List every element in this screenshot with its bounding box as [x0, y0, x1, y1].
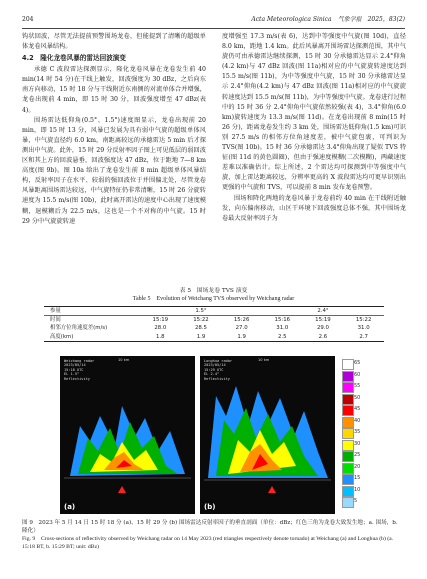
- legend-label: 55: [354, 383, 361, 389]
- row-label: 高度(km): [44, 333, 140, 342]
- legend-item: [342, 462, 378, 472]
- section-heading: 4.2 隆化龙卷风暴的雷达回波演变: [22, 54, 126, 63]
- right-column: [222, 32, 406, 278]
- left-column: [22, 32, 206, 278]
- table-cell: 15:22: [355, 317, 372, 324]
- panel-b-label: (b): [204, 503, 216, 511]
- legend-swatch: [342, 463, 354, 474]
- table-cell: 28.0: [154, 325, 167, 332]
- table-row: [44, 316, 384, 325]
- legend-label: 25: [354, 452, 361, 458]
- legend-swatch: [342, 394, 354, 405]
- table-cell: 2.6: [303, 333, 344, 342]
- table-cell: 29.0: [316, 325, 329, 332]
- legend-label: 30: [354, 440, 361, 447]
- figure-caption-cn: 图 9 2023 年 5 月 14 日 15 时 18 分 (a)、15 时 29 分 (b) 围场雷达反射率因子的垂直剖面（单位：dBz；红色三角为龙卷大致发生地；a. 围场，b. 隆化）: [22, 520, 398, 535]
- page-number: 204: [22, 16, 34, 23]
- right-paragraph-2: 围场和降化两地的龙卷风暴于龙卷前约 40 min 在干线附近触发，向东偏南移动，山区干环境下回波强度总体不强，其中围场龙卷最大反射率因子为: [222, 194, 406, 222]
- legend-item: [342, 427, 378, 437]
- table-cell: 15:26: [233, 317, 250, 324]
- table-header-row: [44, 307, 384, 316]
- panel-b-scale: 10 km: [258, 358, 270, 362]
- legend-item: [342, 496, 378, 506]
- legend-item: [342, 381, 378, 391]
- radar-figure: [60, 356, 378, 514]
- legend-item: [342, 404, 378, 414]
- legend-label: 45: [354, 406, 361, 412]
- table-cell: 15:16: [274, 317, 291, 324]
- left-paragraph-2: 围场雷达低仰角(0.5°、1.5°)速度图显示，龙卷出现前 20 min，即 15 时 13 分，风暴已发展为具有弱中气旋的超级单体风暴，中气旋直径约 6.0 km，南距离较远的承德雷达 5 min 后才探测出中气旋。此外，15 时 29 分反射率因子图上可见低层的弱回波区和其上方的回波悬垂，回波强度达 47 dBz，位于距地 7—8 km 高度(图 9b)。图 10a 给出了龙卷发生前 8 min 超级单体风暴结构，反射率因子在水平、较弱的强回波位于并围偏北处，尽管龙卷风暴距离围场雷达较远，中气旋特征仍非常清晰，15 时 26 分旋转速度为 15.5 m/s(图 10b)，此时离开雷达的速度中心出现了速度模糊，退模糊后为 22.5 m/s，这也是一个不对称的中气旋。15 时 29 分中气旋旋转速: [22, 116, 206, 225]
- right-paragraph-1: 度增强至 17.3 m/s(表 6)，达到中等强度中气旋(图 10d)，直径 8.0 km，距地 1.4 km。此后风暴离开围场雷达探测范围，其中气旋仍可由承德雷达继续探测，15 时 30 分承德雷达显示 2.4°仰角(4.2 km)与 47 dBz 回波(图 11a)相对应的中气旋旋转速度达到 15.5 m/s(图 11b)，为中等强度中气旋，15 时 30 分承德雷达显示 2.4°仰角(4.2 km)与 47 dBz 回波(图 11a)相对应的中气旋旋转速度达到 15.5 m/s(图 11b)，为中等强度中气旋。龙卷进行过程中的 15 时 36 分 2.4°仰角中气旋依然较强(表 4)，3.4°仰角(6.0 km)旋转速度为 13.3 m/s(图 11d)。在龙卷出现前 8 min(15 时 26 分)，距离龙卷发生约 3 km 处，围场雷达低仰角(1.5 km)可识别 27.5 m/s 的相邻方位角速度差，被中气旋包裹，可判识为 TVS(图 10b)。15 时 36 分承德雷达 3.4°仰角出现了疑似 TVS 特征(图 11d 的黄色圆圈)，但由于强速度模糊(二次模糊)，两藏速度差难以准确估计。综上所述，2 个雷达均可探测到中等强度中气旋，加上雷达距离较远，分辨率更高的 X 波段雷达均可更早识别出更强的中气旋和 TVS，可以提前 8 min 发布龙卷预警。: [222, 33, 406, 192]
- table-cell: 15:19: [152, 317, 169, 324]
- table-cell: 2.5: [262, 333, 303, 342]
- page-header: [22, 14, 405, 26]
- legend-swatch: [342, 405, 354, 416]
- legend-label: 65: [354, 360, 361, 366]
- left-paragraph-1: 承德 C 波段雷达探测显示，隆化龙卷风暴在龙卷发生前 40 min(14 时 54 分)在干线上触发，回波强度为 30 dBz，之后向东南方向移动，15 时 18 分与干线附近东南侧的对流单体合并增强，龙卷出现前 4 min，即 15 时 30 分，回波强度增至 47 dBz(表 4)。: [22, 66, 206, 114]
- row-label: 时间: [50, 317, 61, 324]
- panel-a-info: Weichang radar 2023/05/14 15:18 UTC EL 1.5° Reflectivity: [64, 359, 95, 381]
- journal-title: Acta Meteorologica Sinica 气象学报 2025，83(2): [251, 16, 405, 23]
- legend-swatch: [342, 497, 354, 508]
- legend-swatch: [342, 417, 354, 428]
- table-cell: 31.0: [357, 325, 370, 332]
- legend-label: 5: [354, 498, 358, 504]
- legend-item: [342, 393, 378, 403]
- legend-label: 35: [354, 429, 361, 435]
- panel-b-info: Longhua radar 2023/05/14 15:29 UTC EL 2.4° Reflectivity: [204, 359, 233, 381]
- legend-label: 40: [354, 417, 361, 424]
- legend-item: [342, 485, 378, 495]
- table-cell: 31.0: [276, 325, 289, 332]
- legend-label: 60: [354, 371, 361, 378]
- legend-item: [342, 370, 378, 380]
- legend-swatch: [342, 451, 354, 462]
- tvs-table: [44, 306, 384, 342]
- elev-group-2: 2.4°: [262, 307, 384, 316]
- legend-swatch: [342, 428, 354, 439]
- legend-label: 50: [354, 394, 361, 401]
- legend-item: [342, 416, 378, 426]
- legend-label: 20: [354, 463, 361, 470]
- legend-swatch: [342, 382, 354, 393]
- table-cell: 15:19: [315, 317, 331, 324]
- legend-swatch: [342, 486, 354, 497]
- legend-swatch: [342, 474, 354, 485]
- left-paragraph-0: 钩状回波，尽管无法提前预警围场龙卷，但能提到了清晰的超级单体龙卷风暴结构。: [22, 33, 206, 51]
- legend-item: [342, 439, 378, 449]
- legend-item: [342, 473, 378, 483]
- table-cell: 1.9: [181, 333, 222, 342]
- table-caption-cn: 表 5 围场龙卷 TVS 演变: [179, 288, 248, 294]
- table-row: [44, 333, 384, 342]
- legend-item: [342, 450, 378, 460]
- figure-caption-en: Fig. 9 Cross-sections of reflectivity observed by Weichang radar on 14 May 2023 (red triangles respectively denote tornado) at Weichang (a) and Longhua (b) (a. 15:18 BT, b. 15:29 BT; unit: dBz): [22, 536, 394, 551]
- reflectivity-legend: [342, 358, 378, 512]
- legend-item: [342, 358, 378, 368]
- header-rule: [22, 28, 405, 29]
- table-row: [44, 324, 384, 332]
- table-cell: 15:22: [193, 317, 209, 324]
- table-cell: 2.7: [343, 333, 384, 342]
- legend-swatch: [342, 359, 354, 370]
- elev-group-1: 1.5°: [140, 307, 262, 316]
- table-cell: 1.8: [140, 333, 181, 342]
- radar-panel-b: [200, 356, 335, 514]
- row-label: 相邻方位角速度差(m/s): [50, 325, 108, 332]
- panel-a-scale: 10 km: [118, 358, 130, 362]
- table-header-label: 参量: [44, 307, 140, 316]
- table-caption-en: Table 5 Evolution of Weichang TVS observed by Weichang radar: [132, 296, 295, 302]
- table-cell: 27.0: [235, 325, 248, 332]
- legend-swatch: [342, 440, 354, 451]
- table-cell: 1.9: [221, 333, 262, 342]
- legend-label: 15: [354, 475, 361, 481]
- table-cell: 28.5: [194, 325, 207, 332]
- legend-swatch: [342, 371, 354, 382]
- legend-label: 10: [354, 486, 361, 493]
- panel-a-label: (a): [64, 503, 76, 511]
- radar-panel-a: [60, 356, 195, 514]
